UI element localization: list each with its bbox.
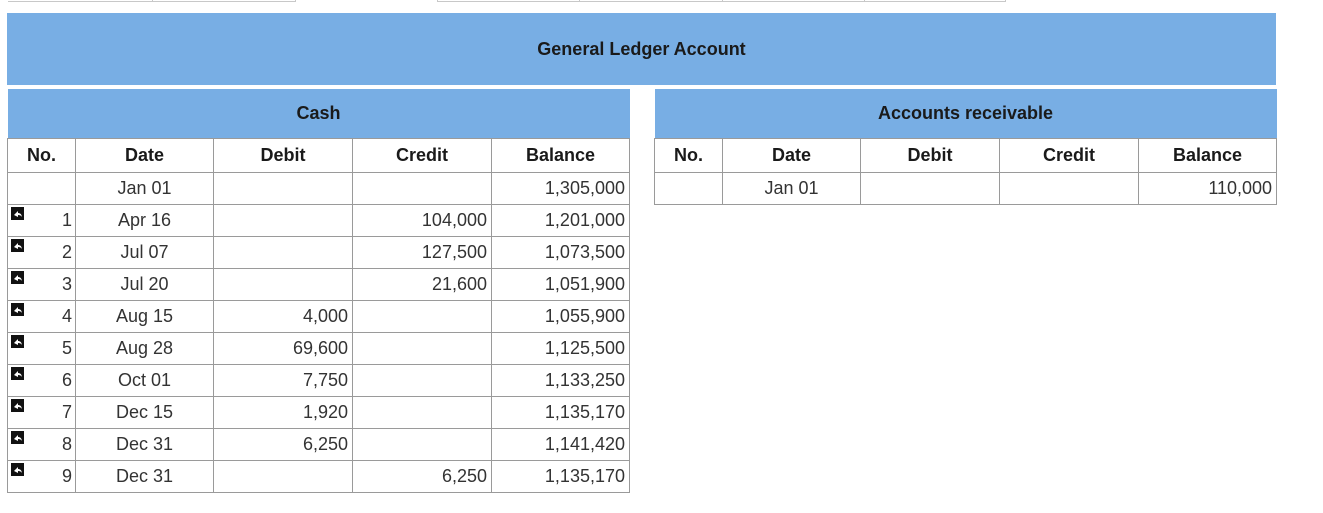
table-row — [8, 333, 630, 365]
debit-cell — [214, 237, 353, 269]
column-header-date: Date — [723, 139, 861, 173]
cash-ledger-rows — [8, 173, 630, 493]
table-row — [8, 301, 630, 333]
table-row — [8, 365, 630, 397]
debit-cell — [214, 205, 353, 237]
date-cell: Jan 01 — [76, 173, 214, 205]
column-header-no: No. — [655, 139, 723, 173]
table-row — [8, 173, 630, 205]
column-header-date: Date — [76, 139, 214, 173]
row-number-cell — [8, 365, 76, 397]
column-header-credit: Credit — [1000, 139, 1139, 173]
credit-cell — [1000, 173, 1139, 205]
date-cell: Dec 15 — [76, 397, 214, 429]
table-row — [8, 429, 630, 461]
accounts-receivable-ledger-table — [654, 89, 1277, 205]
balance-cell: 1,055,900 — [492, 301, 630, 333]
accounts-receivable-account-title: Accounts receivable — [655, 89, 1277, 139]
row-number-cell — [8, 429, 76, 461]
row-number: 6 — [61, 370, 72, 390]
return-arrow-icon[interactable] — [11, 367, 24, 380]
balance-cell: 1,135,170 — [492, 461, 630, 493]
return-arrow-icon[interactable] — [11, 207, 24, 220]
accounts-receivable-ledger-rows — [655, 173, 1277, 205]
return-arrow-icon[interactable] — [11, 463, 24, 476]
date-cell: Aug 28 — [76, 333, 214, 365]
debit-cell — [214, 269, 353, 301]
row-number: 2 — [61, 242, 72, 262]
column-header-no: No. — [8, 139, 76, 173]
balance-cell: 1,201,000 — [492, 205, 630, 237]
credit-cell — [353, 333, 492, 365]
debit-cell — [861, 173, 1000, 205]
row-number: 7 — [61, 402, 72, 422]
table-row — [655, 173, 1277, 205]
balance-cell: 1,125,500 — [492, 333, 630, 365]
row-number: 9 — [61, 466, 72, 486]
column-header-balance: Balance — [492, 139, 630, 173]
row-number-cell — [8, 333, 76, 365]
return-arrow-icon[interactable] — [11, 431, 24, 444]
debit-cell: 6,250 — [214, 429, 353, 461]
return-arrow-icon[interactable] — [11, 271, 24, 284]
balance-cell: 110,000 — [1139, 173, 1277, 205]
column-header-credit: Credit — [353, 139, 492, 173]
date-cell: Dec 31 — [76, 461, 214, 493]
debit-cell: 4,000 — [214, 301, 353, 333]
table-row — [8, 237, 630, 269]
credit-cell — [353, 397, 492, 429]
row-number-cell — [8, 237, 76, 269]
date-cell: Jan 01 — [723, 173, 861, 205]
balance-cell: 1,141,420 — [492, 429, 630, 461]
row-number-cell — [8, 397, 76, 429]
table-row — [8, 397, 630, 429]
cash-account-title: Cash — [8, 89, 630, 139]
return-arrow-icon[interactable] — [11, 399, 24, 412]
row-number: 5 — [61, 338, 72, 358]
row-number: 4 — [61, 306, 72, 326]
debit-cell: 69,600 — [214, 333, 353, 365]
top-tab-strip — [8, 0, 1008, 3]
balance-cell: 1,073,500 — [492, 237, 630, 269]
row-number-cell — [8, 173, 76, 205]
date-cell: Jul 20 — [76, 269, 214, 301]
credit-cell — [353, 365, 492, 397]
return-arrow-icon[interactable] — [11, 303, 24, 316]
row-number: 3 — [61, 274, 72, 294]
table-row — [8, 205, 630, 237]
date-cell: Oct 01 — [76, 365, 214, 397]
credit-cell — [353, 173, 492, 205]
row-number: 1 — [61, 210, 72, 230]
column-header-debit: Debit — [214, 139, 353, 173]
return-arrow-icon[interactable] — [11, 335, 24, 348]
date-cell: Aug 15 — [76, 301, 214, 333]
balance-cell: 1,135,170 — [492, 397, 630, 429]
debit-cell: 1,920 — [214, 397, 353, 429]
credit-cell — [353, 429, 492, 461]
row-number-cell — [8, 461, 76, 493]
column-header-debit: Debit — [861, 139, 1000, 173]
balance-cell: 1,051,900 — [492, 269, 630, 301]
debit-cell — [214, 461, 353, 493]
page-title: General Ledger Account — [7, 13, 1276, 85]
debit-cell — [214, 173, 353, 205]
balance-cell: 1,133,250 — [492, 365, 630, 397]
credit-cell: 21,600 — [353, 269, 492, 301]
balance-cell: 1,305,000 — [492, 173, 630, 205]
table-row — [8, 461, 630, 493]
cash-ledger-table — [7, 89, 630, 493]
column-header-balance: Balance — [1139, 139, 1277, 173]
credit-cell: 6,250 — [353, 461, 492, 493]
row-number-cell — [8, 269, 76, 301]
credit-cell: 104,000 — [353, 205, 492, 237]
date-cell: Dec 31 — [76, 429, 214, 461]
row-number-cell — [655, 173, 723, 205]
row-number: 8 — [61, 434, 72, 454]
table-row — [8, 269, 630, 301]
row-number-cell — [8, 301, 76, 333]
debit-cell: 7,750 — [214, 365, 353, 397]
return-arrow-icon[interactable] — [11, 239, 24, 252]
credit-cell: 127,500 — [353, 237, 492, 269]
date-cell: Jul 07 — [76, 237, 214, 269]
row-number-cell — [8, 205, 76, 237]
date-cell: Apr 16 — [76, 205, 214, 237]
credit-cell — [353, 301, 492, 333]
